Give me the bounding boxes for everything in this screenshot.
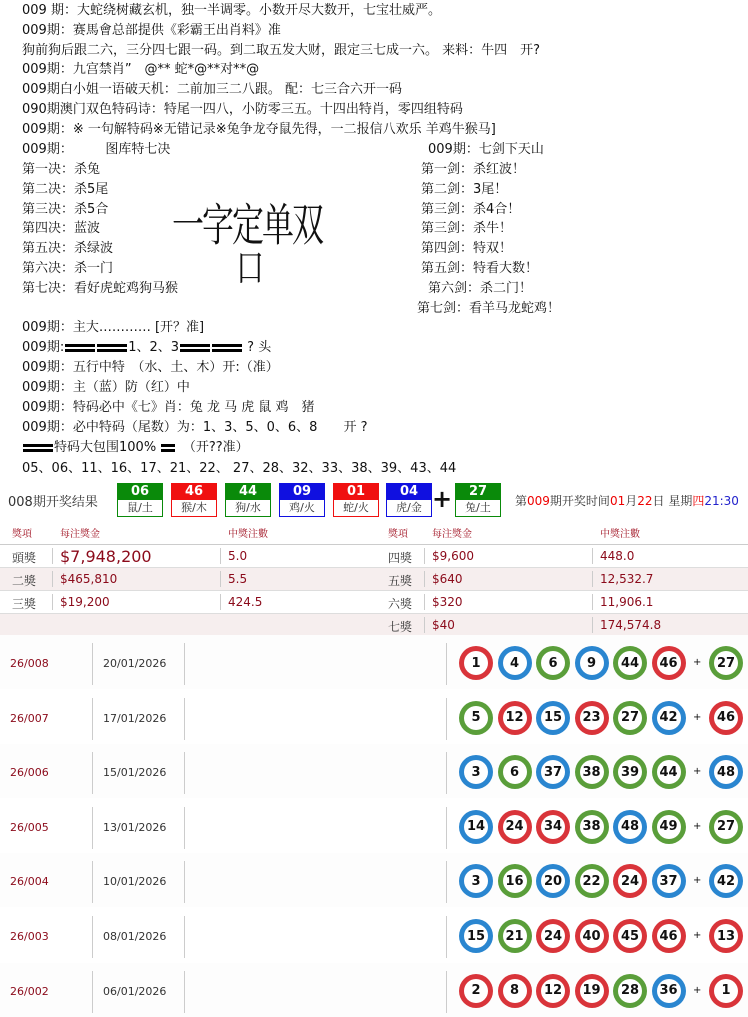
- lottery-ball: [498, 974, 532, 1008]
- divider: [184, 698, 185, 740]
- mid-line: 009期：五行中特 （水、土、木）开:（准）: [22, 360, 279, 375]
- ball-number: 37: [541, 760, 565, 784]
- prize-header: 中獎注數: [600, 529, 640, 540]
- divider: [592, 571, 593, 587]
- ball-number: 19: [580, 979, 604, 1003]
- plus-sign: +: [693, 766, 702, 778]
- result-ball: [117, 483, 163, 517]
- draw-results-bar: [0, 481, 748, 519]
- prize-cell: $9,600: [432, 549, 474, 563]
- plus-sign: +: [693, 657, 702, 668]
- issue-number: 26/007: [10, 711, 49, 725]
- left-col-item: 第二决：杀5尾: [22, 181, 109, 197]
- lottery-ball: [459, 810, 493, 844]
- results-label: 008期开奖结果: [8, 495, 98, 510]
- next-draw-time: 第009期开奖时间01月22日 星期四21:30: [515, 494, 739, 508]
- prize-cell: 四獎: [388, 551, 413, 565]
- result-ball: [279, 483, 325, 517]
- lottery-ball: [613, 646, 647, 680]
- divider: [446, 807, 447, 849]
- prize-cell: 448.0: [600, 549, 635, 563]
- draw-date: 20/01/2026: [103, 657, 167, 670]
- ball-number: 09: [280, 484, 324, 500]
- prize-row: [0, 545, 748, 568]
- mid-line: 009期: 1、2、3 ? 头: [22, 340, 272, 355]
- right-col-item: 第五剑：特看大数！: [421, 261, 539, 276]
- lottery-ball: [536, 701, 570, 735]
- history-row: [0, 744, 748, 798]
- left-col-item: 第七决：看好虎蛇鸡狗马猴: [22, 280, 179, 296]
- lottery-ball: [613, 701, 647, 735]
- ball-number: 5: [464, 706, 488, 730]
- ball-number: 38: [580, 760, 604, 784]
- mid-line: 特码大包围100% （开??准）: [22, 439, 249, 457]
- plus-sign: +: [693, 930, 702, 941]
- history-row: [0, 690, 748, 744]
- ball-number: 49: [657, 815, 681, 839]
- ball-number: 46: [172, 484, 216, 500]
- divider: [92, 752, 93, 794]
- lottery-ball: [652, 701, 686, 735]
- divider: [52, 571, 53, 587]
- ball-number: 45: [618, 924, 642, 948]
- divider: [92, 807, 93, 849]
- draw-date: 06/01/2026: [103, 984, 167, 998]
- lottery-ball: [652, 810, 686, 844]
- lottery-ball: [498, 810, 532, 844]
- ball-number: 37: [657, 869, 681, 893]
- right-col-item: 第一剑：杀红波！: [421, 162, 526, 177]
- ball-number: 28: [618, 979, 642, 1003]
- prize-cell: 5.0: [228, 549, 248, 563]
- lottery-ball: [652, 919, 686, 953]
- issue-number: 26/008: [10, 657, 49, 670]
- draw-date: 10/01/2026: [103, 875, 167, 889]
- divider: [446, 752, 447, 794]
- divider: [592, 594, 593, 610]
- prize-header: 中獎注數: [228, 529, 268, 540]
- lottery-ball: [652, 864, 686, 898]
- special-ball: [709, 974, 743, 1008]
- left-col-item: 第五决：杀绿波: [22, 241, 114, 257]
- lottery-ball: [536, 755, 570, 789]
- divider: [220, 548, 221, 564]
- ball-number: 21: [503, 924, 527, 948]
- ball-number: 22: [580, 869, 604, 893]
- lottery-ball: [652, 646, 686, 680]
- draw-date: 17/01/2026: [103, 711, 167, 725]
- ball-number: 27: [618, 706, 642, 730]
- ball-number: 06: [118, 484, 162, 500]
- ball-number: 6: [503, 760, 527, 784]
- ball-zodiac: 鸡/火: [289, 501, 315, 514]
- lottery-ball: [575, 864, 609, 898]
- ball-number: 3: [464, 760, 488, 784]
- ball-number: 9: [580, 651, 604, 675]
- result-ball: [333, 483, 379, 517]
- ball-number: 13: [714, 924, 738, 948]
- issue-number: 26/006: [10, 766, 49, 780]
- divider: [92, 698, 93, 740]
- special-ball: [709, 810, 743, 844]
- ball-number: 14: [464, 815, 488, 839]
- history-row: [0, 908, 748, 962]
- plus-sign: +: [693, 820, 702, 832]
- lottery-ball: [498, 864, 532, 898]
- divider: [52, 548, 53, 564]
- prize-row: [0, 568, 748, 591]
- draw-date: 15/01/2026: [103, 766, 167, 780]
- lottery-ball: [613, 919, 647, 953]
- divider: [92, 971, 93, 1013]
- ball-number: 4: [503, 651, 527, 675]
- lottery-ball: [459, 864, 493, 898]
- divider: [184, 861, 185, 903]
- prize-cell: $40: [432, 618, 455, 632]
- ball-number: 8: [503, 979, 527, 1003]
- special-ball: [709, 864, 743, 898]
- ball-zodiac: 虎/金: [396, 501, 422, 514]
- right-col-item: 第二剑：3尾！: [421, 181, 508, 197]
- plus-sign: +: [432, 485, 453, 513]
- special-ball: [709, 755, 743, 789]
- lottery-ball: [613, 864, 647, 898]
- result-ball: [171, 483, 217, 517]
- ball-number: 24: [618, 869, 642, 893]
- prize-header: 每注獎金: [432, 529, 472, 540]
- prize-header: 獎項: [388, 529, 408, 540]
- lottery-ball: [536, 919, 570, 953]
- prize-cell: 七獎: [388, 620, 413, 634]
- ball-number: 48: [714, 760, 738, 784]
- prize-cell: 三獎: [12, 597, 37, 611]
- prize-cell: 六獎: [388, 597, 413, 611]
- ball-number: 46: [657, 651, 681, 675]
- divider: [424, 617, 425, 633]
- text-line: 090期澳门双色特码诗：特尾一四八，小防零三五。十四出特肖，零四组特码: [22, 102, 463, 117]
- ball-number: 34: [541, 815, 565, 839]
- draw-date: 13/01/2026: [103, 820, 167, 834]
- prize-cell: $19,200: [60, 595, 110, 609]
- lottery-ball: [575, 701, 609, 735]
- ball-number: 1: [714, 979, 738, 1003]
- issue-number: 26/005: [10, 820, 49, 834]
- ball-number: 23: [580, 706, 604, 730]
- lottery-ball: [459, 974, 493, 1008]
- text-line: 009 期：大蛇绕树藏玄机，独一半调零。小数开尽大数开，七宝壮威严。: [22, 3, 441, 18]
- plus-sign: +: [693, 875, 702, 887]
- divider: [92, 643, 93, 685]
- divider: [424, 548, 425, 564]
- special-ball: [709, 701, 743, 735]
- ball-number: 36: [657, 979, 681, 1003]
- divider: [592, 617, 593, 633]
- history-row: [0, 963, 748, 1017]
- left-col-item: 第四决：蓝波: [22, 221, 101, 237]
- text-line: 009期：赛馬會总部提供《彩霸王出肖料》准: [22, 22, 281, 38]
- result-ball: [386, 483, 432, 517]
- lottery-ball: [613, 810, 647, 844]
- ball-number: 24: [503, 815, 527, 839]
- right-col-item: 第七剑：看羊马龙蛇鸡！: [417, 300, 561, 316]
- lottery-ball: [613, 755, 647, 789]
- special-ball: [709, 646, 743, 680]
- slogan-art: 一字定单双: [172, 198, 323, 252]
- lottery-ball: [536, 974, 570, 1008]
- text-line: 009期：九宫禁肖” @** 蛇*@**对**@: [22, 62, 260, 78]
- divider: [446, 861, 447, 903]
- ball-number: 46: [714, 706, 738, 730]
- issue-number: 26/002: [10, 984, 49, 998]
- divider: [92, 861, 93, 903]
- ball-number: 01: [334, 484, 378, 500]
- lottery-ball: [575, 974, 609, 1008]
- issue-number: 26/004: [10, 875, 49, 889]
- special-ball: [709, 919, 743, 953]
- mid-line: 009期：特码必中《七》肖：兔 龙 马 虎 鼠 鸡 猪: [22, 400, 315, 415]
- lottery-ball: [575, 810, 609, 844]
- prize-cell: $7,948,200: [60, 547, 152, 566]
- left-col-item: 第六决：杀一门: [22, 261, 114, 276]
- prize-cell: 頭獎: [12, 551, 37, 565]
- ball-number: 15: [541, 706, 565, 730]
- ball-zodiac: 猴/木: [181, 501, 207, 514]
- prize-header-row: [0, 522, 748, 545]
- ball-number: 44: [226, 484, 270, 500]
- prize-row: [0, 591, 748, 614]
- ball-number: 44: [657, 760, 681, 784]
- lottery-ball: [536, 810, 570, 844]
- lottery-ball: [575, 919, 609, 953]
- divider: [220, 594, 221, 610]
- ball-number: 6: [541, 651, 565, 675]
- lottery-ball: [498, 919, 532, 953]
- lottery-ball: [498, 701, 532, 735]
- right-col-item: 第六剑：杀二门！: [428, 280, 533, 296]
- right-col-header: 009期：七剑下天山: [428, 142, 544, 157]
- ball-number: 20: [541, 869, 565, 893]
- divider: [446, 643, 447, 685]
- divider: [184, 971, 185, 1013]
- text-line: 009期白小姐一语破天机：二前加三二八跟。 配：七三合六开一码: [22, 82, 402, 98]
- divider: [592, 548, 593, 564]
- divider: [184, 752, 185, 794]
- divider: [52, 594, 53, 610]
- ball-number: 48: [618, 815, 642, 839]
- ball-number: 24: [541, 924, 565, 948]
- ball-number: 27: [714, 651, 738, 675]
- divider: [184, 916, 185, 958]
- divider: [424, 571, 425, 587]
- left-col-header: 009期： 图库特七决: [22, 142, 171, 157]
- lottery-ball: [459, 919, 493, 953]
- ball-number: 3: [464, 869, 488, 893]
- ball-number: 40: [580, 924, 604, 948]
- text-line: 009期：※ 一句解特码※无错记录※兔争龙夺鼠先得，一二报信八欢乐 羊鸡牛猴马]: [22, 121, 496, 137]
- ball-number: 12: [503, 706, 527, 730]
- lottery-ball: [459, 646, 493, 680]
- right-col-item: 第三剑：杀4合！: [421, 201, 521, 217]
- ball-number: 44: [618, 651, 642, 675]
- history-row: [0, 799, 748, 853]
- ball-number: 15: [464, 924, 488, 948]
- lottery-ball: [536, 864, 570, 898]
- result-ball: [225, 483, 271, 517]
- prize-cell: $465,810: [60, 572, 118, 586]
- lottery-ball: [613, 974, 647, 1008]
- right-col-item: 第四剑：特双！: [421, 241, 513, 257]
- divider: [446, 971, 447, 1013]
- history-row: [0, 853, 748, 907]
- lottery-ball: [575, 755, 609, 789]
- divider: [184, 807, 185, 849]
- plus-sign: +: [693, 984, 702, 996]
- prize-header: 獎項: [12, 529, 32, 540]
- prize-cell: 12,532.7: [600, 572, 654, 586]
- mid-line: 009期：必中特码（尾数）为：1、3、5、0、6、8 开 ?: [22, 420, 368, 435]
- prize-cell: 二獎: [12, 574, 37, 588]
- prize-cell: $640: [432, 572, 463, 586]
- lottery-ball: [652, 755, 686, 789]
- plus-sign: +: [693, 711, 702, 723]
- draw-date: 08/01/2026: [103, 930, 167, 943]
- divider: [220, 571, 221, 587]
- ball-number: 12: [541, 979, 565, 1003]
- issue-number: 26/003: [10, 930, 49, 943]
- ball-zodiac: 兔/土: [465, 501, 491, 514]
- ball-number: 16: [503, 869, 527, 893]
- text-line: 狗前狗后跟二六，三分四七跟一码。到二取五发大财，跟定三七成一六。 来料：牛四 开?: [22, 42, 541, 58]
- left-col-item: 第三决：杀5合: [22, 201, 109, 217]
- ball-number: 46: [657, 924, 681, 948]
- lottery-ball: [498, 646, 532, 680]
- lottery-ball: [498, 755, 532, 789]
- mid-line: 009期：主大………… [开？准]: [22, 320, 205, 335]
- lottery-ball: [652, 974, 686, 1008]
- number-list: 05、06、11、16、17、21、22、 27、28、32、33、38、39、43、44: [22, 461, 457, 476]
- prize-cell: $320: [432, 595, 463, 609]
- ball-number: 42: [657, 706, 681, 730]
- right-col-item: 第三剑：杀牛！: [421, 221, 513, 237]
- history-row: [0, 635, 748, 689]
- ball-number: 2: [464, 979, 488, 1003]
- ball-zodiac: 狗/水: [235, 501, 261, 514]
- divider: [446, 698, 447, 740]
- prize-cell: 424.5: [228, 595, 263, 609]
- result-ball: [455, 483, 501, 517]
- left-col-item: 第一决：杀兔: [22, 162, 101, 177]
- divider: [446, 916, 447, 958]
- ball-zodiac: 蛇/火: [343, 501, 369, 514]
- ball-number: 27: [456, 484, 500, 500]
- ball-zodiac: 鼠/土: [127, 501, 153, 514]
- ball-number: 1: [464, 651, 488, 675]
- prize-header: 每注獎金: [60, 529, 100, 540]
- ball-number: 27: [714, 815, 738, 839]
- ball-number: 39: [618, 760, 642, 784]
- divider: [92, 916, 93, 958]
- divider: [424, 594, 425, 610]
- mid-line: 009期：主（蓝）防（红）中: [22, 380, 190, 395]
- prize-cell: 5.5: [228, 572, 248, 586]
- ball-number: 38: [580, 815, 604, 839]
- lottery-ball: [575, 646, 609, 680]
- prize-cell: 174,574.8: [600, 618, 662, 632]
- ball-number: 42: [714, 869, 738, 893]
- prize-cell: 11,906.1: [600, 595, 654, 609]
- prize-cell: 五獎: [388, 574, 413, 588]
- prize-row: [0, 614, 748, 637]
- divider: [184, 643, 185, 685]
- slogan-answer: 口: [236, 245, 263, 292]
- lottery-ball: [459, 701, 493, 735]
- lottery-ball: [536, 646, 570, 680]
- ball-number: 04: [387, 484, 431, 500]
- lottery-ball: [459, 755, 493, 789]
